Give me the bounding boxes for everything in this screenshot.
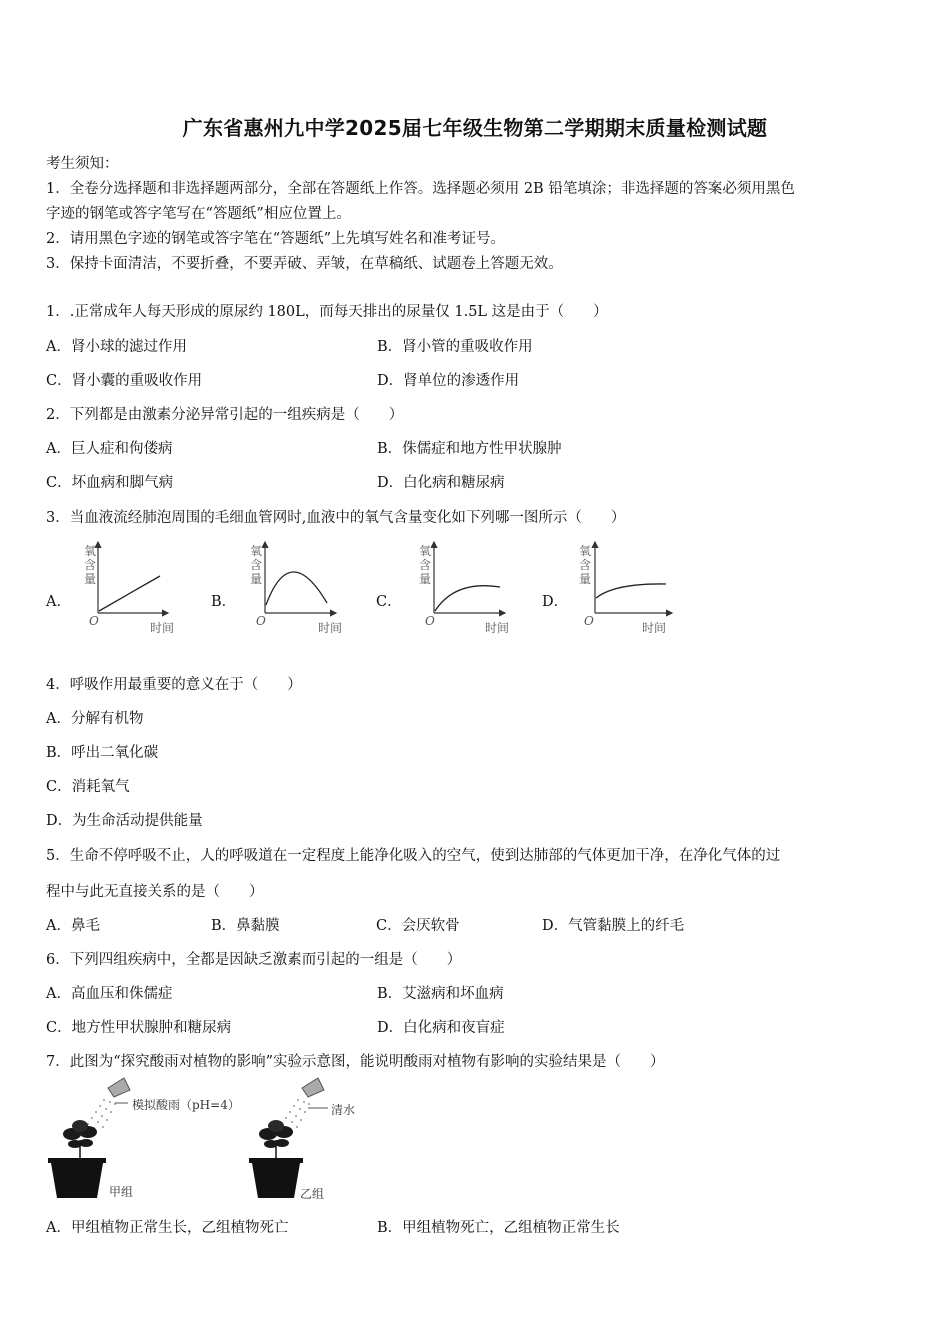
graph-b	[250, 542, 342, 635]
q6-option-b: B．艾滋病和坏血病	[377, 986, 504, 1002]
graph-c-ylabel-3: 量	[419, 572, 432, 586]
q5-option-c: C．会厌软骨	[376, 918, 460, 934]
graph-d-xlabel: 时间	[642, 621, 667, 635]
graph-d-ylabel-3: 量	[579, 572, 592, 586]
q4-option-b: B．呼出二氧化碳	[46, 745, 159, 761]
q3-stem: 3．当血液流经肺泡周围的毛细血管网时,血液中的氧气含量变化如下列哪一图所示（ ）	[46, 510, 626, 526]
graph-d-ylabel-2: 含	[579, 558, 592, 572]
graph-a-origin: O	[89, 614, 99, 628]
q7-group-a-illustration	[48, 1078, 130, 1198]
q4-option-d: D．为生命活动提供能量	[46, 813, 203, 829]
exam-title: 广东省惠州九中学2025届七年级生物第二学期期末质量检测试题	[182, 116, 768, 140]
pot-b	[252, 1163, 300, 1198]
notice-line-2: 2．请用黑色字迹的钢笔或答字笔在“答题纸”上先填写姓名和准考证号。	[46, 231, 506, 247]
q1-option-c: C．肾小囊的重吸收作用	[46, 373, 203, 389]
graph-c-origin: O	[425, 614, 435, 628]
q1-option-d: D．肾单位的渗透作用	[377, 373, 520, 389]
q5-option-b: B．鼻黏膜	[211, 918, 280, 934]
watering-can-a-icon	[108, 1078, 130, 1097]
q5-stem-line-1: 5．生命不停呼吸不止，人的呼吸道在一定程度上能净化吸入的空气，使到达肺部的气体更加干净，在净化气体的过	[46, 848, 781, 864]
pot-b-rim	[249, 1158, 303, 1163]
q2-option-d: D．白化病和糖尿病	[377, 475, 505, 491]
q6-option-a: A．高血压和侏儒症	[46, 986, 173, 1002]
q7-label-acid-rain: 模拟酸雨（pH=4）	[132, 1098, 240, 1112]
watering-can-b-icon	[302, 1078, 324, 1097]
q7-group-b-illustration	[249, 1078, 328, 1198]
q5-option-d: D．气管黏膜上的纤毛	[542, 918, 685, 934]
q6-stem: 6．下列四组疾病中，全都是因缺乏激素而引起的一组是（ ）	[46, 952, 462, 968]
graph-a	[84, 542, 174, 635]
notice-line-1b: 字迹的钢笔或答字笔写在“答题纸”相应位置上。	[46, 206, 351, 222]
q7-group-b-label: 乙组	[300, 1187, 325, 1201]
pot-a	[51, 1163, 103, 1198]
q2-option-b: B．侏儒症和地方性甲状腺肿	[377, 441, 562, 457]
q3-option-b: B．	[211, 594, 237, 610]
graph-a-ylabel-2: 含	[84, 558, 97, 572]
graph-c-xlabel: 时间	[485, 621, 510, 635]
graph-b-ylabel-2: 含	[250, 558, 263, 572]
q3-option-c: C．	[376, 594, 402, 610]
q6-option-d: D．白化病和夜盲症	[377, 1020, 505, 1036]
graph-b-curve	[266, 572, 327, 605]
graph-b-ylabel-3: 量	[250, 572, 263, 586]
notice-heading: 考生须知：	[46, 156, 119, 172]
graph-c	[419, 542, 509, 635]
graph-c-ylabel-2: 含	[419, 558, 432, 572]
graph-d	[579, 542, 672, 635]
graph-b-ylabel-1: 氧	[250, 544, 263, 558]
graph-d-origin: O	[584, 614, 594, 628]
notice-line-1a: 1．全卷分选择题和非选择题两部分，全部在答题纸上作答。选择题必须用 2B 铅笔填涂；非选择题的答案必须用黑色	[46, 181, 795, 197]
graph-a-ylabel-1: 氧	[84, 544, 97, 558]
q4-option-a: A．分解有机物	[46, 711, 144, 727]
q5-stem-line-2: 程中与此无直接关系的是（ ）	[46, 884, 264, 900]
q1-option-b: B．肾小管的重吸收作用	[377, 339, 533, 355]
graph-c-curve	[435, 586, 500, 611]
graph-c-ylabel-1: 氧	[419, 544, 432, 558]
q3-option-a: A．	[46, 594, 71, 610]
q5-option-a: A．鼻毛	[46, 918, 100, 934]
graph-d-ylabel-1: 氧	[579, 544, 592, 558]
q2-option-c: C．坏血病和脚气病	[46, 475, 174, 491]
q7-stem: 7．此图为“探究酸雨对植物的影响”实验示意图，能说明酸雨对植物有影响的实验结果是（ ）	[46, 1054, 665, 1070]
graph-d-curve	[596, 584, 666, 598]
q2-stem: 2．下列都是由激素分泌异常引起的一组疾病是（ ）	[46, 407, 404, 423]
q7-label-water: 清水	[331, 1103, 356, 1117]
q2-option-a: A．巨人症和佝偻病	[46, 441, 173, 457]
pot-a-rim	[48, 1158, 106, 1163]
q7-group-a-label: 甲组	[109, 1185, 134, 1199]
q1-stem: 1．.正常成年人每天形成的原尿约 180L，而每天排出的尿量仅 1.5L 这是由于（ ）	[46, 304, 608, 320]
graph-b-origin: O	[256, 614, 266, 628]
notice-line-3: 3．保持卡面清洁，不要折叠，不要弄破、弄皱，在草稿纸、试题卷上答题无效。	[46, 256, 563, 272]
q1-option-a: A．肾小球的滤过作用	[46, 339, 187, 355]
q6-option-c: C．地方性甲状腺肿和糖尿病	[46, 1020, 232, 1036]
q4-option-c: C．消耗氧气	[46, 779, 130, 795]
graph-b-xlabel: 时间	[318, 621, 343, 635]
graph-a-ylabel-3: 量	[84, 572, 97, 586]
q7-option-b: B．甲组植物死亡，乙组植物正常生长	[377, 1220, 620, 1236]
q4-stem: 4．呼吸作用最重要的意义在于（ ）	[46, 677, 302, 693]
graph-a-curve	[99, 576, 160, 611]
q7-option-a: A．甲组植物正常生长，乙组植物死亡	[46, 1220, 289, 1236]
q3-option-d: D．	[542, 594, 569, 610]
graph-a-xlabel: 时间	[150, 621, 175, 635]
